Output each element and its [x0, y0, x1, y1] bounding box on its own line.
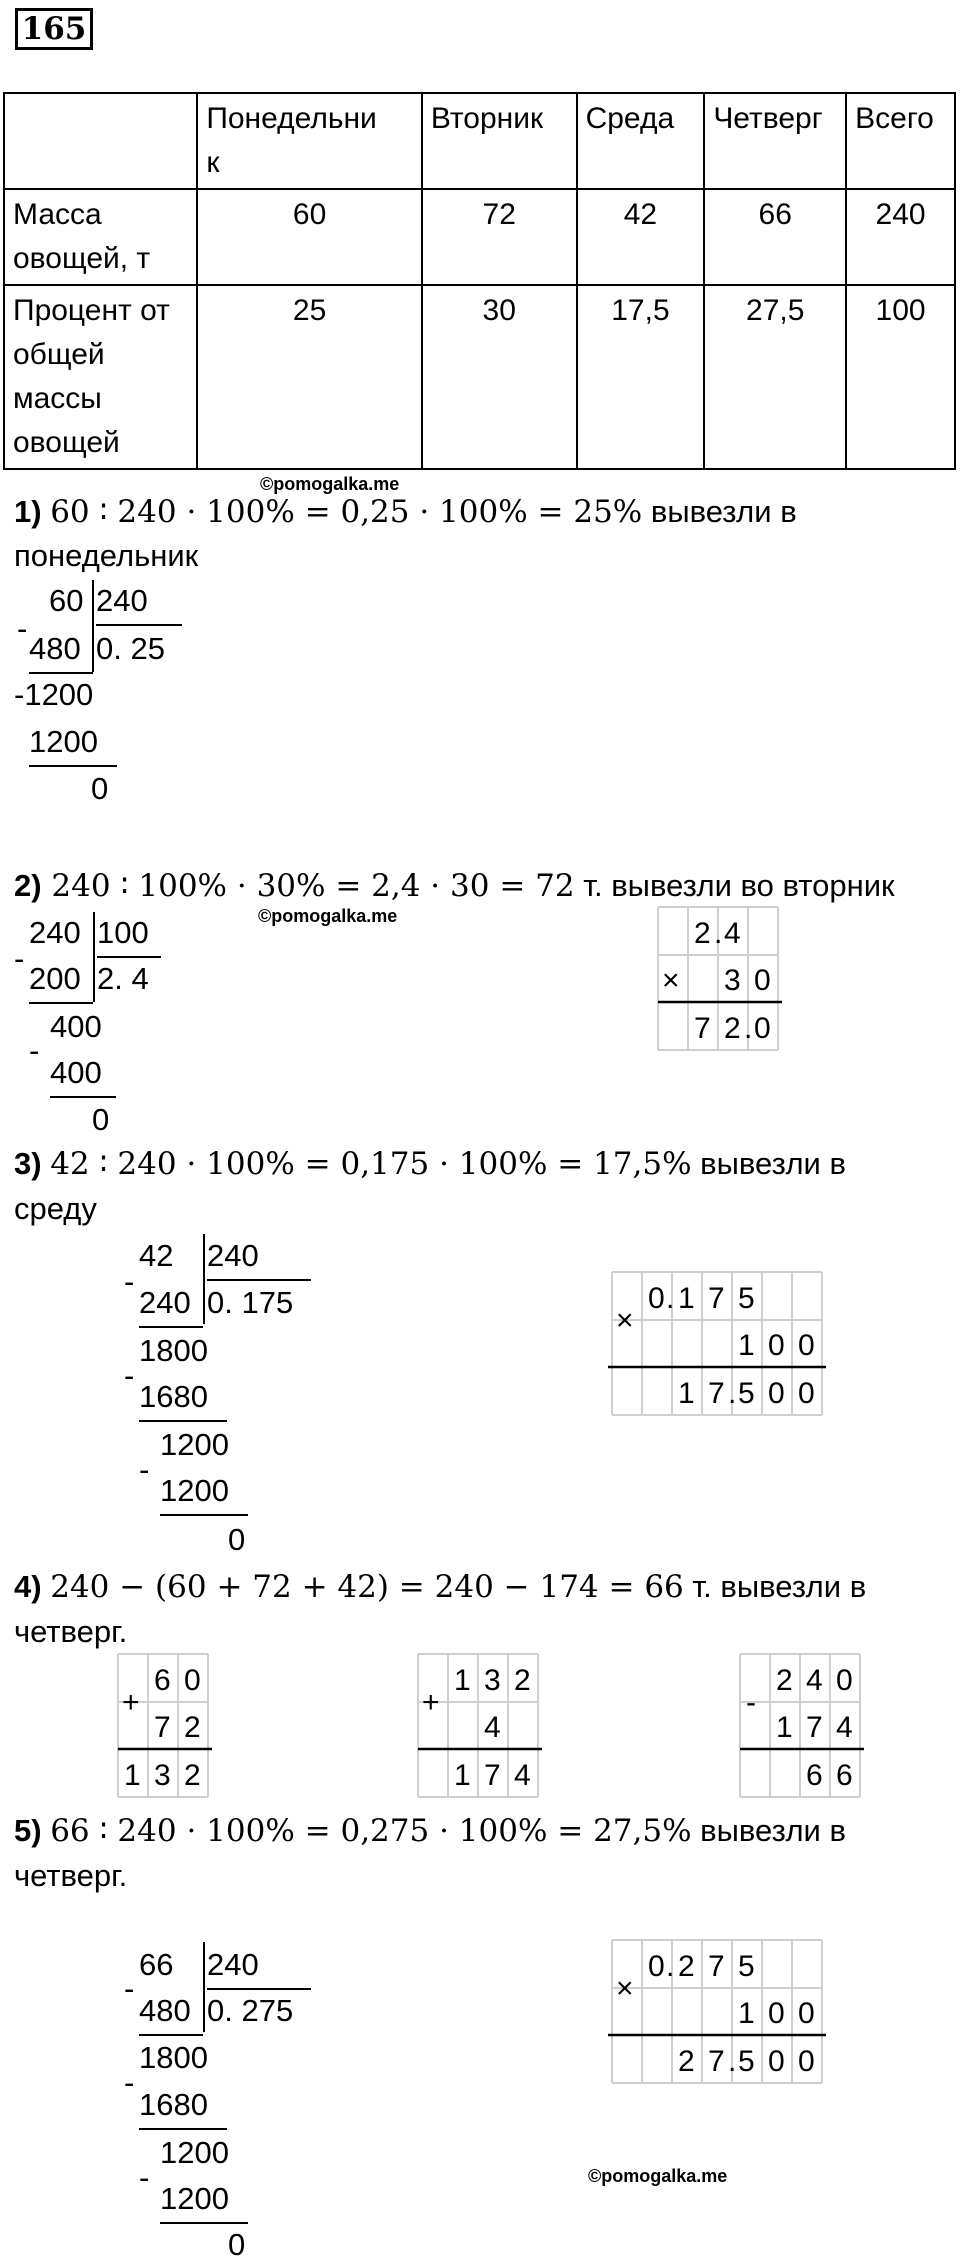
table-cell: 25 — [197, 285, 422, 469]
digit: 7 — [708, 1282, 725, 1315]
minus-sign: - — [124, 2065, 135, 2100]
digit: 1 — [738, 1997, 755, 2030]
minus-sign: - — [124, 1358, 135, 1393]
step-5-cont: четверг. — [14, 1858, 128, 1893]
remainder-zero: 0 — [228, 2227, 246, 2262]
dividend: 60 — [49, 583, 84, 618]
digit: 0 — [768, 1377, 785, 1410]
digit: 2 — [724, 1012, 741, 1045]
header-monday: Понедельни к — [197, 93, 422, 189]
digit: 0 — [754, 1012, 771, 1045]
digit: 2 — [678, 2045, 695, 2078]
digit: 2 — [694, 917, 711, 950]
remainder: 400 — [50, 1009, 102, 1044]
table-cell: 72 — [422, 189, 577, 285]
division-bar — [203, 1942, 205, 2032]
remainder: -1200 — [14, 677, 94, 712]
task-number: 165 — [15, 8, 93, 50]
digit: 3 — [724, 964, 741, 997]
minus-sign: - — [746, 1686, 756, 1719]
divisor: 240 — [207, 1942, 311, 1990]
subtrahend: 480 — [139, 1988, 203, 2036]
decimal-point: . — [666, 1950, 675, 1983]
header-tuesday: Вторник — [422, 93, 577, 189]
watermark: ©pomogalka.me — [588, 2166, 728, 2186]
quotient: 2. 4 — [97, 961, 149, 996]
digit: 4 — [484, 1711, 501, 1744]
digit: 4 — [724, 917, 741, 950]
quotient: 0. 275 — [207, 1993, 294, 2028]
digit: 3 — [154, 1759, 171, 1792]
digit: 7 — [708, 2045, 725, 2078]
table-cell: 240 — [846, 189, 955, 285]
addition-1 — [110, 1652, 220, 1802]
step-3: 3) 42 ∶ 240 · 100% = 0,175 · 100% = 17,5% вывезли в — [14, 1146, 846, 1182]
digit: 2 — [184, 1711, 201, 1744]
row-label-mass: Масса овощей, т — [4, 189, 197, 285]
watermark: ©pomogalka.me — [258, 906, 398, 926]
multiply-sign: × — [616, 1304, 634, 1337]
remainder-zero: 0 — [92, 1102, 110, 1137]
digit: 6 — [154, 1664, 171, 1697]
remainder: 1800 — [139, 2040, 208, 2075]
subtrahend: 400 — [50, 1050, 116, 1098]
digit: 0 — [836, 1664, 853, 1697]
digit: 1 — [454, 1664, 471, 1697]
digit: 7 — [708, 1950, 725, 1983]
watermark: ©pomogalka.me — [260, 474, 400, 494]
minus-sign: - — [139, 1452, 150, 1487]
digit: 0 — [798, 1997, 815, 2030]
decimal-point: . — [744, 1012, 753, 1045]
digit: 7 — [708, 1377, 725, 1410]
multiplication-3 — [604, 1270, 836, 1420]
subtraction-1 — [732, 1652, 872, 1802]
digit: 1 — [776, 1711, 793, 1744]
minus-sign: - — [14, 941, 25, 976]
digit: 0 — [648, 1950, 665, 1983]
divisor: 240 — [96, 578, 182, 626]
digit: 4 — [806, 1664, 823, 1697]
minus-sign: - — [29, 1033, 40, 1068]
digit: 7 — [806, 1711, 823, 1744]
decimal-point: . — [728, 1377, 737, 1410]
step-3-cont: среду — [14, 1191, 97, 1226]
digit: 0 — [184, 1664, 201, 1697]
digit: 0 — [754, 964, 771, 997]
digit: 2 — [776, 1664, 793, 1697]
digit: 1 — [454, 1759, 471, 1792]
subtrahend: 200 — [29, 956, 93, 1004]
remainder: 1200 — [160, 2135, 229, 2170]
remainder-zero: 0 — [91, 771, 109, 806]
remainder: 1200 — [160, 1427, 229, 1462]
table-row — [4, 189, 955, 285]
table-cell: 42 — [577, 189, 705, 285]
subtrahend: 480 — [29, 626, 93, 674]
digit: 0 — [768, 1997, 785, 2030]
digit: 5 — [738, 1377, 755, 1410]
header-total: Всего — [846, 93, 955, 189]
multiplication-2 — [650, 905, 790, 1055]
subtrahend: 1200 — [29, 719, 117, 767]
division-bar — [93, 912, 95, 1002]
step-2: 2) 240 ∶ 100% · 30% = 2,4 · 30 = 72 т. вывезли во вторник — [14, 868, 895, 904]
table-cell: 66 — [704, 189, 846, 285]
digit: 1 — [678, 1282, 695, 1315]
header-thursday: Четверг — [704, 93, 846, 189]
digit: 1 — [738, 1329, 755, 1362]
division-bar — [203, 1234, 205, 1324]
plus-sign: + — [122, 1686, 140, 1719]
digit: 0 — [798, 1329, 815, 1362]
subtrahend: 1200 — [160, 1468, 248, 1516]
dividend: 42 — [139, 1238, 174, 1273]
subtrahend: 240 — [139, 1280, 203, 1328]
digit: 1 — [124, 1759, 141, 1792]
subtrahend: 1200 — [160, 2176, 248, 2224]
dividend: 66 — [139, 1947, 174, 1982]
multiply-sign: × — [616, 1972, 634, 2005]
digit: 6 — [806, 1759, 823, 1792]
step-5: 5) 66 ∶ 240 · 100% = 0,275 · 100% = 27,5% вывезли в — [14, 1813, 846, 1849]
plus-sign: + — [422, 1686, 440, 1719]
subtrahend: 1680 — [139, 1374, 227, 1422]
digit: 5 — [738, 2045, 755, 2078]
digit: 4 — [514, 1759, 531, 1792]
addition-2 — [410, 1652, 550, 1802]
digit: 0 — [648, 1282, 665, 1315]
vegetables-table — [3, 92, 956, 470]
step-4: 4) 240 − (60 + 72 + 42) = 240 − 174 = 66 т. вывезли в — [14, 1569, 867, 1605]
minus-sign: - — [124, 1971, 135, 2006]
minus-sign: - — [124, 1264, 135, 1299]
table-header-row — [4, 93, 955, 189]
divisor: 100 — [97, 910, 161, 958]
table-cell: 17,5 — [577, 285, 705, 469]
digit: 2 — [514, 1664, 531, 1697]
digit: 5 — [738, 1282, 755, 1315]
table-cell: 30 — [422, 285, 577, 469]
dividend: 240 — [29, 915, 81, 950]
table-corner — [4, 93, 197, 189]
decimal-point: . — [666, 1282, 675, 1315]
digit: 7 — [154, 1711, 171, 1744]
table-row — [4, 285, 955, 469]
digit: 2 — [184, 1759, 201, 1792]
header-wednesday: Среда — [577, 93, 705, 189]
digit: 4 — [836, 1711, 853, 1744]
minus-sign: - — [17, 611, 28, 646]
subtrahend: 1680 — [139, 2082, 227, 2130]
row-label-percent: Процент от общей массы овощей — [4, 285, 197, 469]
quotient: 0. 175 — [207, 1285, 294, 1320]
digit: 5 — [738, 1950, 755, 1983]
minus-sign: - — [139, 2160, 150, 2195]
digit: 0 — [798, 1377, 815, 1410]
table-cell: 27,5 — [704, 285, 846, 469]
digit: 2 — [678, 1950, 695, 1983]
digit: 7 — [484, 1759, 501, 1792]
table-cell: 60 — [197, 189, 422, 285]
step-4-cont: четверг. — [14, 1614, 128, 1649]
remainder-zero: 0 — [228, 1522, 246, 1557]
decimal-point: . — [728, 2045, 737, 2078]
digit: 0 — [798, 2045, 815, 2078]
decimal-point: . — [714, 917, 723, 950]
multiply-sign: × — [662, 964, 680, 997]
step-1-cont: понедельник — [14, 538, 199, 573]
digit: 0 — [768, 1329, 785, 1362]
digit: 3 — [484, 1664, 501, 1697]
remainder: 1800 — [139, 1333, 208, 1368]
digit: 7 — [694, 1012, 711, 1045]
digit: 1 — [678, 1377, 695, 1410]
quotient: 0. 25 — [96, 631, 165, 666]
table-cell: 100 — [846, 285, 955, 469]
digit: 6 — [836, 1759, 853, 1792]
multiplication-5 — [604, 1938, 836, 2088]
digit: 0 — [768, 2045, 785, 2078]
step-1: 1) 60 ∶ 240 · 100% = 0,25 · 100% = 25% вывезли в — [14, 494, 797, 530]
divisor: 240 — [207, 1233, 311, 1281]
